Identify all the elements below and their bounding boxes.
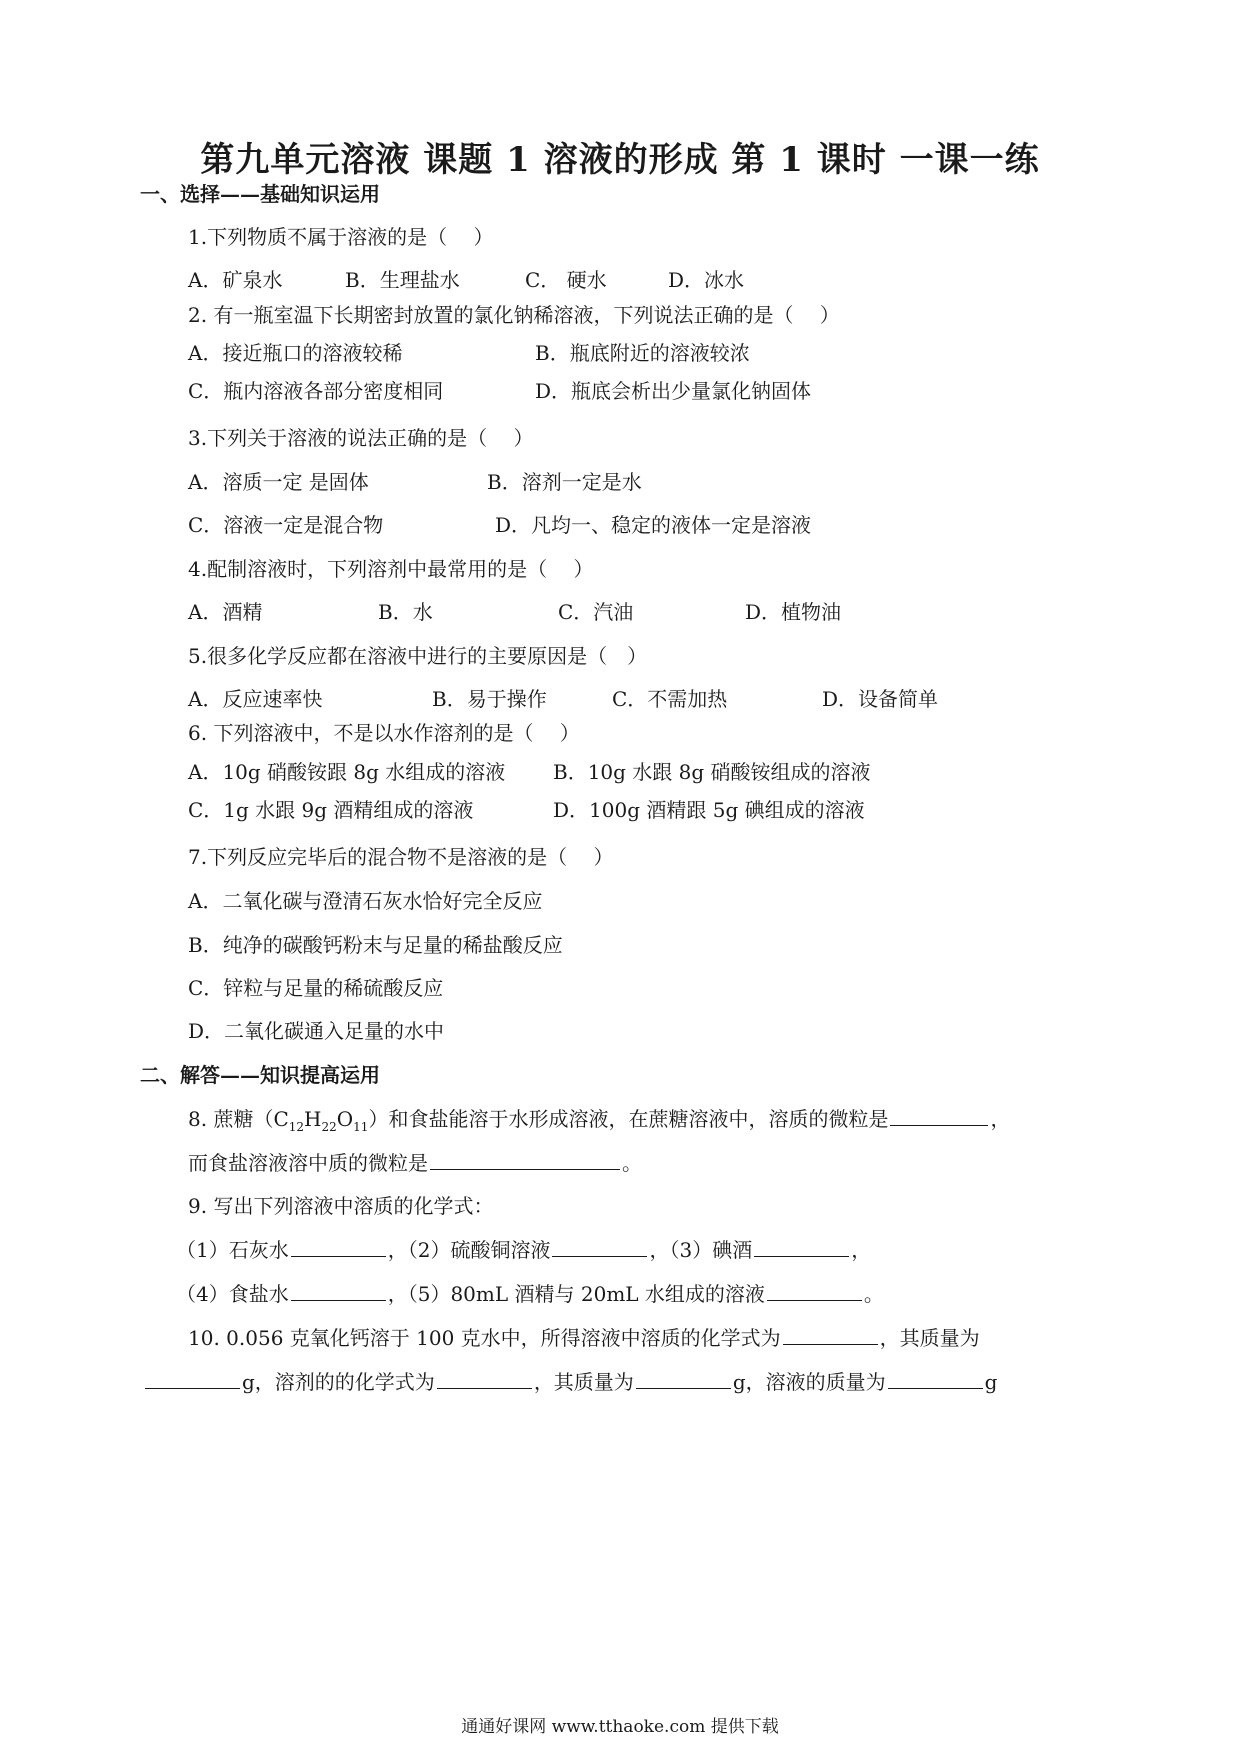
page-title: 第九单元溶液 课题 1 溶液的形成 第 1 课时 一课一练 bbox=[200, 140, 1040, 180]
subscript-22: 22 bbox=[321, 1120, 337, 1134]
question-8-text-4: 而食盐溶液溶中质的微粒是 bbox=[188, 1151, 428, 1175]
question-4-stem: 4.配制溶液时，下列溶剂中最常用的是（ ） bbox=[188, 557, 594, 581]
question-1-option-c: C． 硬水 bbox=[525, 268, 607, 292]
subscript-11: 11 bbox=[353, 1120, 369, 1134]
answer-blank-10e[interactable] bbox=[888, 1368, 983, 1389]
question-8-text-h: H bbox=[304, 1107, 322, 1131]
answer-blank-9-2[interactable] bbox=[552, 1236, 647, 1257]
question-7-option-d: D．二氧化碳通入足量的水中 bbox=[188, 1019, 445, 1043]
question-10-text-5: g，溶液的质量为 bbox=[732, 1370, 886, 1394]
question-5-option-c: C．不需加热 bbox=[612, 687, 728, 711]
page-footer: 通通好课网 www.tthaoke.com 提供下载 bbox=[461, 1717, 779, 1737]
question-4-option-d: D．植物油 bbox=[745, 600, 842, 624]
question-8-text-o: O bbox=[336, 1107, 354, 1131]
question-5-stem: 5.很多化学反应都在溶液中进行的主要原因是（ ） bbox=[188, 644, 648, 668]
question-9-line-2 bbox=[176, 1278, 884, 1307]
question-9-item-5: ，（5）80mL 酒精与 20mL 水组成的溶液 bbox=[387, 1282, 765, 1306]
question-5-option-a: A．反应速率快 bbox=[188, 687, 323, 711]
question-2-option-c: C．瓶内溶液各部分密度相同 bbox=[188, 379, 444, 403]
answer-blank-10c[interactable] bbox=[437, 1368, 532, 1389]
question-6-option-d: D．100g 酒精跟 5g 碘组成的溶液 bbox=[553, 798, 865, 822]
question-9-line-1 bbox=[176, 1234, 871, 1263]
question-9-item-5-end: 。 bbox=[863, 1282, 884, 1306]
question-9-item-3-end: ， bbox=[851, 1238, 872, 1262]
question-6-option-b: B．10g 水跟 8g 硝酸铵组成的溶液 bbox=[553, 760, 871, 784]
question-1-option-b: B．生理盐水 bbox=[345, 268, 460, 292]
question-10-line-2 bbox=[143, 1366, 997, 1395]
question-10-text-6: g bbox=[984, 1370, 998, 1394]
question-2-option-a: A．接近瓶口的溶液较稀 bbox=[188, 341, 403, 365]
question-7-stem: 7.下列反应完毕后的混合物不是溶液的是（ ） bbox=[188, 845, 614, 869]
question-9-item-2: ，（2）硫酸铜溶液 bbox=[387, 1238, 551, 1262]
answer-blank-9-3[interactable] bbox=[754, 1236, 849, 1257]
question-1-option-d: D．冰水 bbox=[668, 268, 745, 292]
answer-blank-9-4[interactable] bbox=[291, 1280, 386, 1301]
answer-blank-10b[interactable] bbox=[145, 1368, 240, 1389]
question-8-line-1 bbox=[188, 1103, 1010, 1134]
question-3-option-b: B．溶剂一定是水 bbox=[487, 470, 642, 494]
question-9-stem: 9. 写出下列溶液中溶质的化学式： bbox=[188, 1194, 494, 1218]
question-6-option-a: A．10g 硝酸铵跟 8g 水组成的溶液 bbox=[188, 760, 506, 784]
question-2-option-d: D．瓶底会析出少量氯化钠固体 bbox=[535, 379, 812, 403]
question-2-stem: 2. 有一瓶室温下长期密封放置的氯化钠稀溶液，下列说法正确的是（ ） bbox=[188, 303, 840, 327]
answer-blank-8a[interactable] bbox=[890, 1105, 988, 1126]
question-7-option-c: C．锌粒与足量的稀硫酸反应 bbox=[188, 976, 444, 1000]
question-4-option-a: A．酒精 bbox=[188, 600, 263, 624]
answer-blank-8b[interactable] bbox=[430, 1149, 620, 1170]
section-2-heading: 二、解答——知识提高运用 bbox=[140, 1063, 380, 1087]
answer-blank-10a[interactable] bbox=[783, 1324, 878, 1345]
question-4-option-b: B．水 bbox=[378, 600, 433, 624]
question-10-text-1: 10. 0.056 克氧化钙溶于 100 克水中，所得溶液中溶质的化学式为 bbox=[188, 1326, 781, 1350]
section-1-heading: 一、选择——基础知识运用 bbox=[140, 182, 380, 206]
question-9-item-4: （4）食盐水 bbox=[176, 1282, 289, 1306]
question-1-stem: 1.下列物质不属于溶液的是（ ） bbox=[188, 225, 494, 249]
answer-blank-9-5[interactable] bbox=[767, 1280, 862, 1301]
question-10-text-3: g，溶剂的的化学式为 bbox=[242, 1370, 435, 1394]
question-10-text-2: ，其质量为 bbox=[879, 1326, 980, 1350]
question-5-option-b: B．易于操作 bbox=[432, 687, 547, 711]
question-10-text-4: ，其质量为 bbox=[533, 1370, 634, 1394]
question-8-text-2: ）和食盐能溶于水形成溶液，在蔗糖溶液中，溶质的微粒是 bbox=[368, 1107, 889, 1131]
question-3-option-a: A．溶质一定 是固体 bbox=[188, 470, 369, 494]
question-8-text-3: ， bbox=[990, 1107, 1011, 1131]
question-1-option-a: A．矿泉水 bbox=[188, 268, 283, 292]
question-8-text-1: 8. 蔗糖（C bbox=[188, 1107, 289, 1131]
answer-blank-9-1[interactable] bbox=[291, 1236, 386, 1257]
question-3-option-d: D．凡均一、稳定的液体一定是溶液 bbox=[495, 513, 812, 537]
subscript-12: 12 bbox=[288, 1120, 305, 1134]
question-7-option-a: A．二氧化碳与澄清石灰水恰好完全反应 bbox=[188, 889, 543, 913]
question-10-line-1 bbox=[188, 1322, 980, 1351]
question-2-option-b: B．瓶底附近的溶液较浓 bbox=[535, 341, 750, 365]
question-7-option-b: B．纯净的碳酸钙粉末与足量的稀盐酸反应 bbox=[188, 933, 563, 957]
question-8-line-2 bbox=[188, 1147, 642, 1176]
question-9-item-1: （1）石灰水 bbox=[176, 1238, 289, 1262]
question-3-stem: 3.下列关于溶液的说法正确的是（ ） bbox=[188, 426, 534, 450]
question-8-text-5: 。 bbox=[622, 1151, 642, 1175]
question-4-option-c: C．汽油 bbox=[558, 600, 634, 624]
question-5-option-d: D．设备简单 bbox=[822, 687, 939, 711]
question-3-option-c: C．溶液一定是混合物 bbox=[188, 513, 384, 537]
question-6-option-c: C．1g 水跟 9g 酒精组成的溶液 bbox=[188, 798, 474, 822]
answer-blank-10d[interactable] bbox=[636, 1368, 731, 1389]
question-6-stem: 6. 下列溶液中，不是以水作溶剂的是（ ） bbox=[188, 721, 580, 745]
question-9-item-3: ，（3）碘酒 bbox=[649, 1238, 753, 1262]
